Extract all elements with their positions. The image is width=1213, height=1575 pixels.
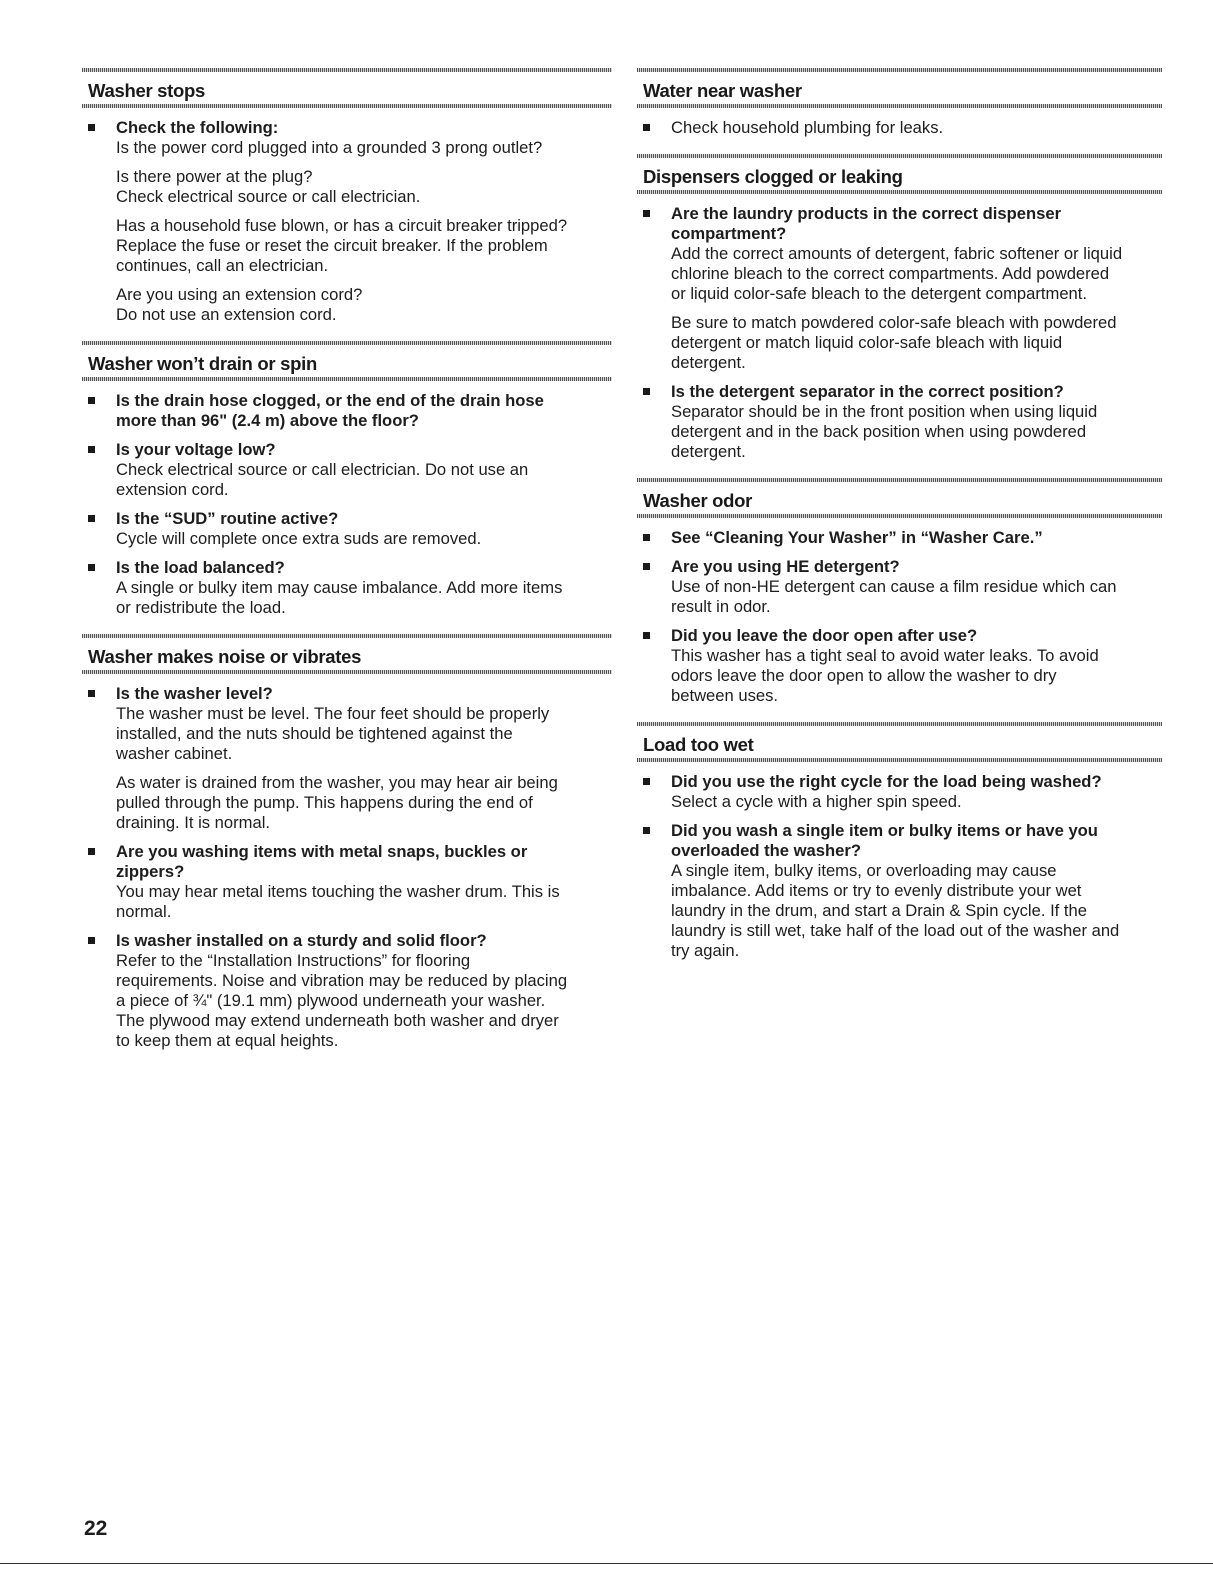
square-bullet-icon (643, 124, 650, 131)
answer-text: Select a cycle with a higher spin speed. (671, 792, 962, 811)
section-header (637, 62, 1162, 106)
answer-text: Add the correct amounts of detergent, fabric softener or liquid chlorine bleach to the correct compartments. Add powdered or liquid color-safe bleach to the detergent compartment. (671, 244, 1123, 303)
bottom-rule (0, 1563, 1213, 1564)
square-bullet-icon (643, 632, 650, 639)
question-text: Are the laundry products in the correct dispenser compartment? (671, 204, 1062, 243)
answer-text: Check household plumbing for leaks. (671, 118, 944, 137)
section-header (82, 62, 612, 106)
question-text: Is washer installed on a sturdy and solid floor? (116, 931, 487, 950)
list-item (637, 821, 1162, 961)
answer-text: Refer to the “Installation Instructions” for flooring requirements. Noise and vibration may be reduced by placing a piece of ¾" (19.1 mm) plywood underneath your washer. The plywood may extend underneath both washer and dryer to keep them at equal heights. (116, 951, 568, 1050)
right-column (637, 62, 1162, 971)
section-water-near-washer (637, 62, 1162, 138)
square-bullet-icon (88, 446, 95, 453)
question-text: Is the washer level? (116, 684, 273, 703)
question-text: Is the detergent separator in the correct position? (671, 382, 1064, 401)
section-header (637, 716, 1162, 760)
list-item (82, 842, 612, 922)
section-header (637, 472, 1162, 516)
list-item (637, 382, 1162, 462)
list-item (82, 440, 612, 500)
section-header (637, 148, 1162, 192)
answer-text: Is the power cord plugged into a grounded 3 prong outlet? (116, 138, 543, 157)
list-item (637, 772, 1162, 812)
section-title: Dispensers clogged or leaking (643, 166, 903, 187)
square-bullet-icon (88, 937, 95, 944)
section-title: Washer won’t drain or spin (88, 353, 317, 374)
list-item (82, 931, 612, 1051)
section-washer-odor (637, 472, 1162, 706)
square-bullet-icon (643, 563, 650, 570)
list-item (82, 684, 612, 833)
answer-text: This washer has a tight seal to avoid water leaks. To avoid odors leave the door open to allow the washer to dry between uses. (671, 646, 1099, 705)
list-item (82, 558, 612, 618)
square-bullet-icon (88, 564, 95, 571)
list-item (637, 118, 1162, 138)
square-bullet-icon (643, 210, 650, 217)
square-bullet-icon (88, 848, 95, 855)
question-text: See “Cleaning Your Washer” in “Washer Care.” (671, 528, 1043, 547)
square-bullet-icon (643, 827, 650, 834)
question-text: Did you use the right cycle for the load being washed? (671, 772, 1102, 791)
answer-text: The washer must be level. The four feet should be properly installed, and the nuts should be tightened against the washer cabinet. (116, 704, 550, 763)
question-text: Are you using HE detergent? (671, 557, 900, 576)
answer-text: Cycle will complete once extra suds are removed. (116, 529, 482, 548)
section-title: Washer stops (88, 80, 206, 101)
question-text: Is the “SUD” routine active? (116, 509, 339, 528)
answer-text: Use of non-HE detergent can cause a film residue which can result in odor. (671, 577, 1117, 616)
answer-text: Has a household fuse blown, or has a circuit breaker tripped? Replace the fuse or reset the circuit breaker. If the problem continues, call an electrician. (116, 216, 568, 275)
page-number: 22 (84, 1517, 108, 1540)
square-bullet-icon (643, 534, 650, 541)
list-item (82, 391, 612, 431)
square-bullet-icon (88, 124, 95, 131)
answer-text: Be sure to match powdered color-safe bleach with powdered detergent or match liquid color-safe bleach with liquid detergent. (671, 313, 1117, 372)
square-bullet-icon (643, 778, 650, 785)
section-header (82, 335, 612, 379)
answer-text: A single item, bulky items, or overloading may cause imbalance. Add items or try to evenly distribute your wet laundry in the drum, and start a Drain & Spin cycle. If the laundry is still wet, take half of the load out of the washer and try again. (671, 861, 1120, 960)
section-title: Washer odor (643, 490, 753, 511)
answer-text: Are you using an extension cord? Do not use an extension cord. (116, 285, 363, 324)
square-bullet-icon (88, 690, 95, 697)
section-title: Washer makes noise or vibrates (88, 646, 362, 667)
section-washer-won-t-drain-or-spin (82, 335, 612, 618)
list-item (637, 204, 1162, 373)
question-text: Did you leave the door open after use? (671, 626, 978, 645)
answer-text: Check electrical source or call electrician. Do not use an extension cord. (116, 460, 529, 499)
square-bullet-icon (88, 397, 95, 404)
question-text: Is your voltage low? (116, 440, 276, 459)
section-dispensers-clogged-or-leaking (637, 148, 1162, 462)
question-text: Is the drain hose clogged, or the end of the drain hose more than 96" (2.4 m) above the floor? (116, 391, 544, 430)
section-load-too-wet (637, 716, 1162, 961)
list-item (82, 509, 612, 549)
section-title: Load too wet (643, 734, 754, 755)
list-item (82, 118, 612, 325)
list-item (637, 557, 1162, 617)
answer-text: Separator should be in the front position when using liquid detergent and in the back position when using powdered detergent. (671, 402, 1098, 461)
answer-text: You may hear metal items touching the washer drum. This is normal. (116, 882, 560, 921)
section-washer-stops (82, 62, 612, 325)
square-bullet-icon (643, 388, 650, 395)
section-washer-makes-noise-or-vibrates (82, 628, 612, 1051)
answer-text: A single or bulky item may cause imbalance. Add more items or redistribute the load. (116, 578, 563, 617)
question-text: Did you wash a single item or bulky items or have you overloaded the washer? (671, 821, 1098, 860)
question-text: Are you washing items with metal snaps, buckles or zippers? (116, 842, 528, 881)
square-bullet-icon (88, 515, 95, 522)
section-header (82, 628, 612, 672)
question-text: Is the load balanced? (116, 558, 285, 577)
question-text: Check the following: (116, 118, 279, 137)
list-item (637, 626, 1162, 706)
list-item (637, 528, 1162, 548)
left-column (82, 62, 612, 1061)
section-title: Water near washer (643, 80, 802, 101)
answer-text: Is there power at the plug? Check electrical source or call electrician. (116, 167, 421, 206)
answer-text: As water is drained from the washer, you may hear air being pulled through the pump. This happens during the end of draining. It is normal. (116, 773, 558, 832)
